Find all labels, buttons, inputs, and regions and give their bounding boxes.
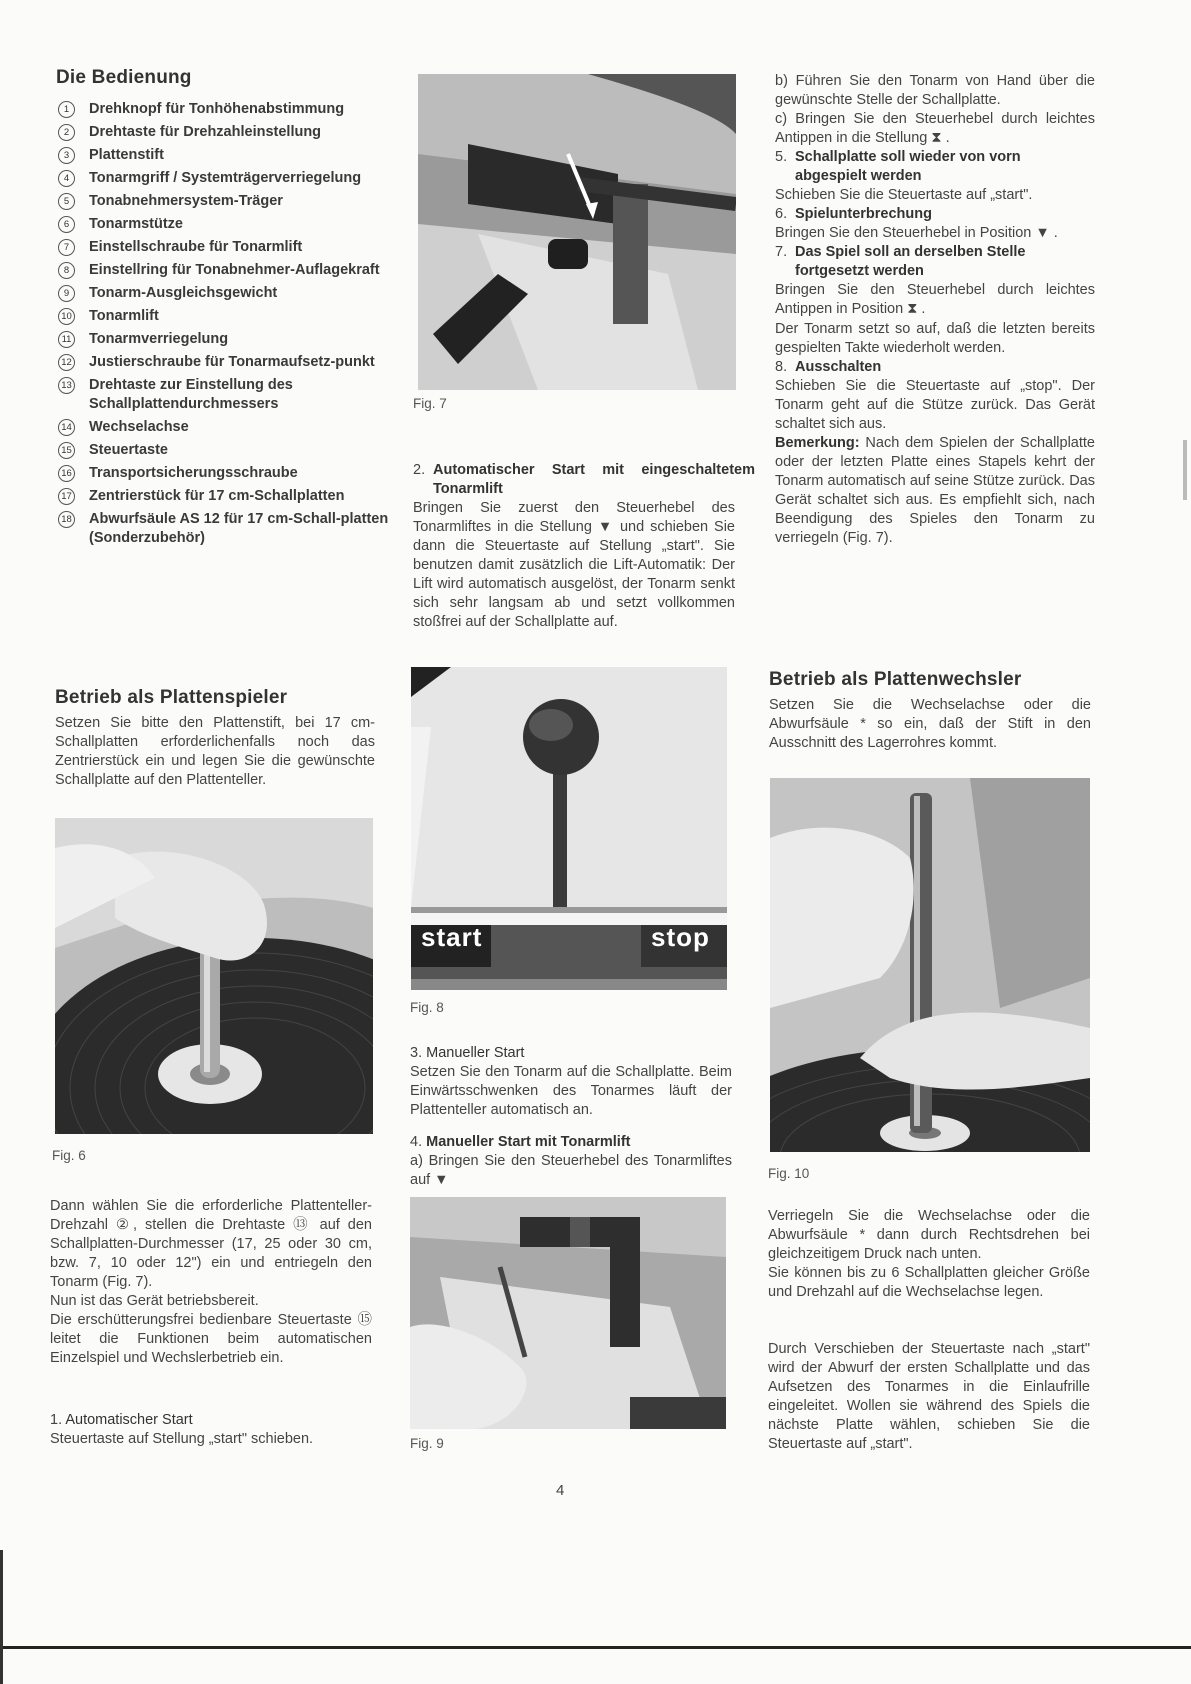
step3: [410, 1044, 732, 1120]
step7: [775, 243, 1095, 281]
section-title-bedienung: Die Bedienung: [56, 67, 192, 88]
legend-item-label: Abwurfsäule AS 12 für 17 cm-Schall-platten (Sonderzubehör): [89, 511, 389, 546]
step4-b: b) Führen Sie den Tonarm von Hand über die gewünschte Stelle der Schallplatte.: [775, 73, 1095, 108]
wechsler-intro: Setzen Sie die Wechselachse oder die Abwurfsäule * so ein, daß der Stift in den Ausschnitt des Lagerrohres kommt.: [769, 697, 1091, 751]
plattenspieler-para2: Nun ist das Gerät betriebsbereit.: [50, 1293, 259, 1309]
legend-item: [56, 192, 391, 211]
legend-item-label: Zentrierstück für 17 cm-Schallplatten: [89, 488, 345, 504]
note: [775, 434, 1095, 548]
legend-item-number: 1: [58, 101, 75, 118]
legend-item: [56, 284, 391, 303]
legend-item-number: 12: [58, 354, 75, 371]
legend-item: [56, 215, 391, 234]
legend-item-number: 16: [58, 465, 75, 482]
step6-text: Bringen Sie den Steuerhebel in Position ▼ .: [775, 225, 1058, 241]
legend-item: [56, 100, 391, 119]
fig6-photo: [55, 818, 373, 1134]
legend-item-label: Tonarmstütze: [89, 216, 183, 232]
legend-item: [56, 261, 391, 280]
note-text: Nach dem Spielen der Schallplatte oder der letzten Platte eines Stapels kehrt der Tonarm automatisch auf seine Stütze zurück. Das Gerät schaltet sich aus. Es empfiehlt sich, nach Beendigung des Spieles den Tonarm zu verriegeln (Fig. 7).: [775, 435, 1095, 546]
legend-item-number: 13: [58, 377, 75, 394]
legend-item: [56, 464, 391, 483]
legend-item: [56, 307, 391, 326]
step8-title: Ausschalten: [795, 359, 882, 375]
legend-item: [56, 238, 391, 257]
legend-item: [56, 123, 391, 142]
wechsler-para3: Durch Verschieben der Steuertaste nach „start" wird der Abwurf der ersten Schallplatte und das Aufsetzen des Tonarmes in die Einlaufrille eingeleitet. Wollen sie während des Spiels die nächste Platte wählen, schieben Sie die Steuertaste auf „start".: [768, 1341, 1090, 1452]
legend-item-label: Drehtaste für Drehzahleinstellung: [89, 124, 322, 140]
step8: [775, 358, 1095, 377]
fig10-caption: Fig. 10: [768, 1166, 810, 1181]
scan-bottom-edge: [0, 1646, 1191, 1649]
step4-num: 4.: [410, 1134, 423, 1150]
step6: [775, 205, 1095, 224]
step7-text: Bringen Sie den Steuerhebel durch leichtes Antippen in Position ⧗ .: [775, 282, 1095, 317]
fig10-photo: [770, 778, 1090, 1152]
legend-item-label: Tonarmlift: [89, 308, 159, 324]
step1: [50, 1411, 372, 1449]
scan-right-mark: [1183, 440, 1187, 500]
legend-item-label: Einstellschraube für Tonarmlift: [89, 239, 303, 255]
legend-item-label: Plattenstift: [89, 147, 164, 163]
fig9-photo: [410, 1197, 726, 1429]
step5-title: Schallplatte soll wieder von vorn abgespielt werden: [795, 149, 1021, 184]
step5-num: 5.: [775, 149, 788, 165]
plattenspieler-intro: Setzen Sie bitte den Plattenstift, bei 17 cm-Schallplatten erforderlichenfalls noch das Zentrierstück ein und legen Sie die gewünschte Schallplatte auf den Plattenteller.: [55, 715, 375, 788]
fig6-caption: Fig. 6: [52, 1148, 86, 1163]
legend-item-label: Tonarmverriegelung: [89, 331, 229, 347]
step3-num: 3.: [410, 1045, 423, 1061]
legend-item-number: 15: [58, 442, 75, 459]
section-title-wechsler: Betrieb als Plattenwechsler: [769, 669, 1022, 690]
step5-text: Schieben Sie die Steuertaste auf „start".: [775, 187, 1033, 203]
step5: [775, 148, 1095, 186]
step1-title: Automatischer Start: [65, 1412, 193, 1428]
legend-item-label: Drehknopf für Tonhöhenabstimmung: [89, 101, 345, 117]
legend-item: [56, 487, 391, 506]
parts-legend: [56, 100, 391, 552]
scan-left-edge: [0, 1550, 3, 1684]
step6-num: 6.: [775, 206, 788, 222]
fig8-photo: [411, 667, 727, 990]
note-label: Bemerkung:: [775, 435, 860, 451]
legend-item-label: Drehtaste zur Einstellung des Schallplattendurchmessers: [89, 377, 293, 412]
step3-title: Manueller Start: [426, 1045, 525, 1061]
legend-item-label: Einstellring für Tonabnehmer-Auflagekraft: [89, 262, 380, 278]
legend-item: [56, 376, 391, 414]
legend-item-number: 3: [58, 147, 75, 164]
step7-title: Das Spiel soll an derselben Stelle fortgesetzt werden: [795, 244, 1026, 279]
wechsler-para2: Sie können bis zu 6 Schallplatten gleicher Größe und Drehzahl auf die Wechselachse legen.: [768, 1265, 1090, 1300]
step4-c: c) Bringen Sie den Steuerhebel durch leichtes Antippen in die Stellung ⧗ .: [775, 111, 1095, 146]
step4-title: Manueller Start mit Tonarmlift: [426, 1134, 631, 1150]
legend-item-number: 4: [58, 170, 75, 187]
step7-text2: Der Tonarm setzt so auf, daß die letzten bereits gespielten Takte wiederholt werden.: [775, 321, 1095, 356]
legend-item-number: 11: [58, 331, 75, 348]
step2-num: 2.: [413, 462, 426, 478]
legend-item-number: 7: [58, 239, 75, 256]
fig8-caption: Fig. 8: [410, 1000, 444, 1015]
legend-item: [56, 146, 391, 165]
legend-item-number: 10: [58, 308, 75, 325]
plattenspieler-para3: Die erschütterungsfrei bedienbare Steuertaste ⑮ leitet die Funktionen beim automatischen Einzelspiel und Wechslerbetrieb ein.: [50, 1312, 372, 1366]
step1-text: Steuertaste auf Stellung „start" schieben.: [50, 1431, 314, 1447]
legend-item-label: Steuertaste: [89, 442, 168, 458]
legend-item-number: 14: [58, 419, 75, 436]
legend-item-label: Wechselachse: [89, 419, 189, 435]
fig8-start-label: start: [421, 922, 483, 952]
step2: [413, 461, 755, 499]
step2-title: Automatischer Start mit eingeschaltetem Tonarmlift: [433, 462, 755, 497]
legend-item-label: Tonarm-Ausgleichsgewicht: [89, 285, 278, 301]
step6-title: Spielunterbrechung: [795, 206, 932, 222]
section-title-plattenspieler: Betrieb als Plattenspieler: [55, 687, 288, 708]
legend-item-number: 17: [58, 488, 75, 505]
step2-text: Bringen Sie zuerst den Steuerhebel des Tonarmliftes in die Stellung ▼ und schieben Sie dann die Steuertaste auf Stellung „start". Sie benutzen damit zusätzlich die Lift-Automatik: Der Lift wird automatisch ausgelöst, der Tonarm senkt sich sehr langsam ab und setzt vollkommen stoßfrei auf der Schallplatte auf.: [413, 500, 735, 630]
legend-item-number: 2: [58, 124, 75, 141]
legend-item-number: 8: [58, 262, 75, 279]
legend-item: [56, 169, 391, 188]
fig8-stop-label: stop: [651, 922, 710, 952]
legend-item: [56, 330, 391, 349]
step3-text: Setzen Sie den Tonarm auf die Schallplatte. Beim Einwärtsschwenken des Tonarmes läuft der Plattenteller automatisch an.: [410, 1064, 732, 1118]
legend-item: [56, 418, 391, 437]
legend-item: [56, 510, 391, 548]
step4: [410, 1133, 732, 1190]
step8-text: Schieben Sie die Steuertaste auf „stop". Der Tonarm geht auf die Stütze zurück. Das Gerät schaltet sich aus.: [775, 378, 1095, 432]
wechsler-para1: Verriegeln Sie die Wechselachse oder die Abwurfsäule * dann durch Rechtsdrehen bei gleichzeitigem Druck nach unten.: [768, 1208, 1090, 1262]
step4-a: a) Bringen Sie den Steuerhebel des Tonarmliftes auf ▼: [410, 1153, 732, 1188]
legend-item: [56, 353, 391, 372]
legend-item-number: 18: [58, 511, 75, 528]
legend-item-number: 5: [58, 193, 75, 210]
plattenspieler-para1: Dann wählen Sie die erforderliche Plattenteller-Drehzahl ②, stellen die Drehtaste ⑬ auf den Schallplatten-Durchmesser (17, 25 oder 30 cm, bzw. 7, 10 oder 12") ein und entriegeln den Tonarm (Fig. 7).: [50, 1198, 372, 1290]
legend-item-number: 9: [58, 285, 75, 302]
step7-num: 7.: [775, 244, 788, 260]
step8-num: 8.: [775, 359, 788, 375]
step1-num: 1.: [50, 1412, 63, 1428]
legend-item-label: Justierschraube für Tonarmaufsetz-punkt: [89, 354, 375, 370]
page-number: 4: [556, 1482, 565, 1499]
fig7-caption: Fig. 7: [413, 396, 447, 411]
legend-item: [56, 441, 391, 460]
legend-item-label: Tonabnehmersystem-Träger: [89, 193, 283, 209]
legend-item-label: Transportsicherungsschraube: [89, 465, 298, 481]
fig9-caption: Fig. 9: [410, 1436, 444, 1451]
fig7-photo: [418, 74, 736, 390]
legend-item-number: 6: [58, 216, 75, 233]
legend-item-label: Tonarmgriff / Systemträgerverriegelung: [89, 170, 362, 186]
